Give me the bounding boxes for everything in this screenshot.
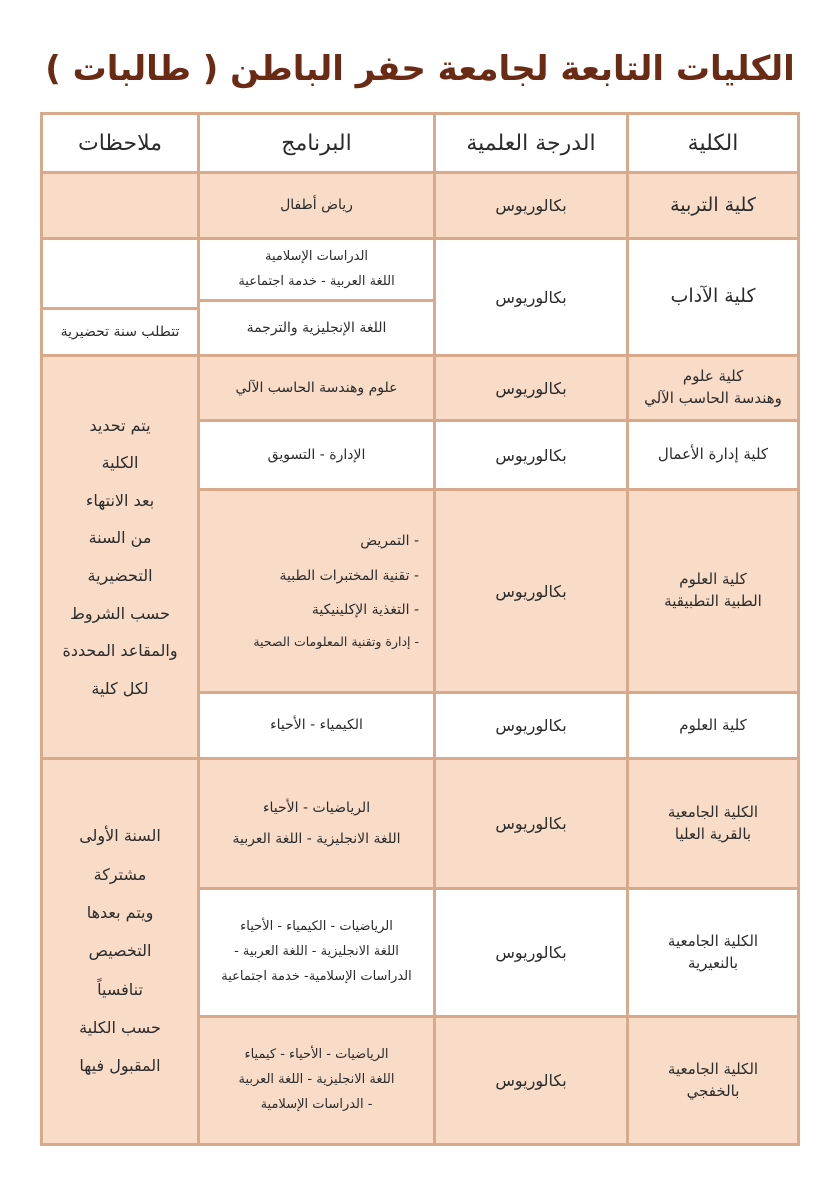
colleges-table <box>40 112 800 1146</box>
degree-cell: بكالوريوس <box>436 357 626 419</box>
degree-cell: بكالوريوس <box>436 174 626 237</box>
college-cell: الكلية الجامعية بالقرية العليا <box>629 760 797 887</box>
program-cell: الرياضيات - الأحياء - كيمياء اللغة الانجليزية - اللغة العربية - الدراسات الإسلامية <box>200 1018 433 1143</box>
page-title: الكليات التابعة لجامعة حفر الباطن ( طالبات ) <box>45 49 795 89</box>
program-cell: اللغة الإنجليزية والترجمة <box>200 302 433 354</box>
program-cell: رياض أطفال <box>200 174 433 237</box>
degree-cell: بكالوريوس <box>436 240 626 354</box>
college-cell: الكلية الجامعية بالخفجي <box>629 1018 797 1143</box>
college-cell: كلية إدارة الأعمال <box>629 422 797 488</box>
group-note-cell: السنة الأولى مشتركة ويتم بعدها التخصيص تنافسياً حسب الكلية المقبول فيها <box>43 760 197 1143</box>
degree-cell: بكالوريوس <box>436 890 626 1015</box>
college-cell: كلية العلوم <box>629 694 797 757</box>
college-cell: كلية التربية <box>629 174 797 237</box>
program-cell: الرياضيات - الكيمياء - الأحياء اللغة الانجليزية - اللغة العربية - الدراسات الإسلامية- خدمة اجتماعية <box>200 890 433 1015</box>
header-college: الكلية <box>629 115 797 171</box>
program-cell: - التمريض - تقنية المختبرات الطبية - التغذية الإكلينيكية - إدارة وتقنية المعلومات الصحية <box>200 491 433 691</box>
group-note-cell: يتم تحديد الكلية بعد الانتهاء من السنة التحضيرية حسب الشروط والمقاعد المحددة لكل كلية <box>43 357 197 757</box>
college-cell: الكلية الجامعية بالنعيرية <box>629 890 797 1015</box>
college-cell: كلية العلوم الطبية التطبيقية <box>629 491 797 691</box>
degree-cell: بكالوريوس <box>436 760 626 887</box>
notes-cell-empty <box>43 174 197 237</box>
college-cell: كلية علوم وهندسة الحاسب الآلي <box>629 357 797 419</box>
program-cell: الرياضيات - الأحياء اللغة الانجليزية - اللغة العربية <box>200 760 433 887</box>
header-notes: ملاحظات <box>43 115 197 171</box>
degree-cell: بكالوريوس <box>436 694 626 757</box>
program-cell: الدراسات الإسلامية اللغة العربية - خدمة اجتماعية <box>200 240 433 299</box>
degree-cell: بكالوريوس <box>436 1018 626 1143</box>
degree-cell: بكالوريوس <box>436 491 626 691</box>
note-cell: تتطلب سنة تحضيرية <box>43 310 197 354</box>
program-cell: الإدارة - التسويق <box>200 422 433 488</box>
header-program: البرنامج <box>200 115 433 171</box>
college-cell: كلية الآداب <box>629 240 797 354</box>
header-degree: الدرجة العلمية <box>436 115 626 171</box>
program-cell: الكيمياء - الأحياء <box>200 694 433 757</box>
degree-cell: بكالوريوس <box>436 422 626 488</box>
notes-cell-empty <box>43 240 197 307</box>
program-cell: علوم وهندسة الحاسب الآلي <box>200 357 433 419</box>
